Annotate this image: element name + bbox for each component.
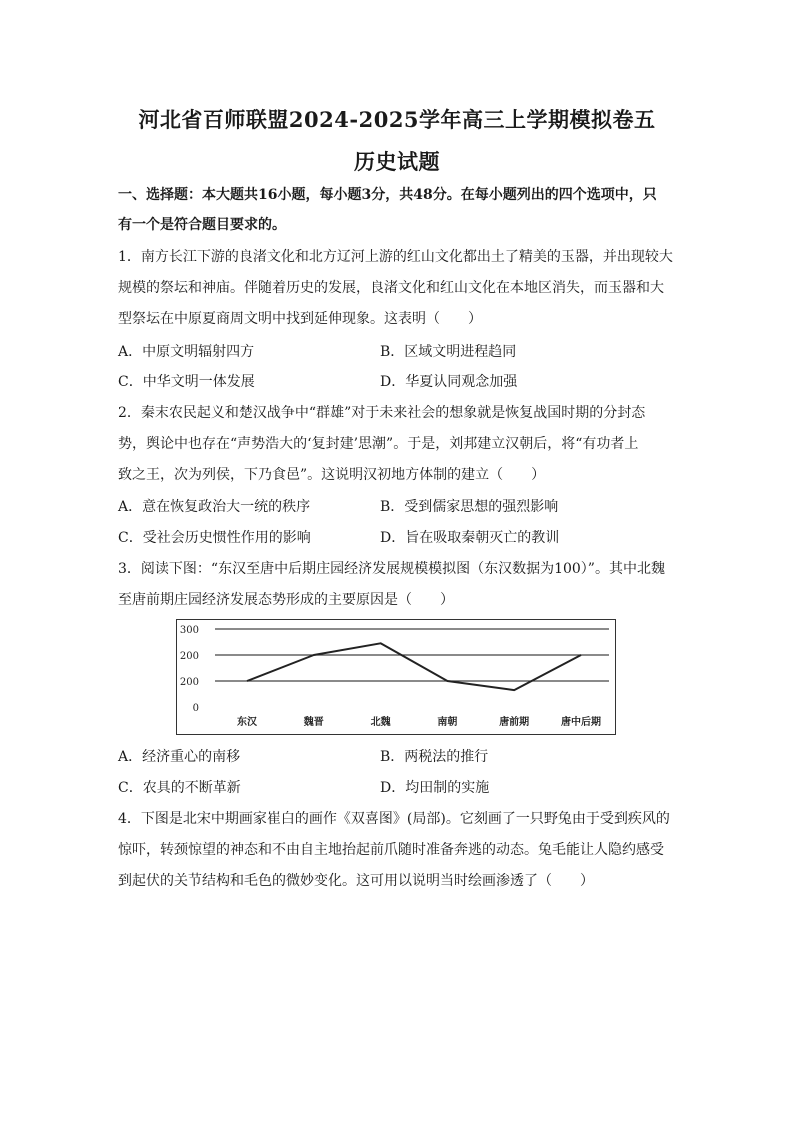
chart-y-tick-label: 200 <box>179 677 199 688</box>
chart-y-ticks <box>180 625 199 714</box>
chart-y-tick-label: 0 <box>192 703 199 714</box>
chart-canvas <box>177 620 614 733</box>
chart-y-tick-label: 200 <box>179 651 199 662</box>
q1-option-d: D．华夏认同观念加强 <box>380 374 518 390</box>
page-subtitle: 历史试题 <box>354 149 440 174</box>
chart-x-tick-label: 南朝 <box>437 717 458 728</box>
q1-line-2: 规模的祭坛和神庙。伴随着历史的发展，良渚文化和红山文化在本地区消失，而玉器和大 <box>118 280 664 296</box>
q2-line-2: 势，舆论中也存在“声势浩大的‘复封建’思潮”。于是，刘邦建立汉朝后，将“有功者上 <box>118 436 639 452</box>
q1-option-c: C．中华文明一体发展 <box>118 374 255 390</box>
chart-x-tick-label: 唐前期 <box>499 717 530 728</box>
q1-option-b: B．区域文明进程趋同 <box>380 344 517 360</box>
section-intro-line-1: 一、选择题：本大题共16小题，每小题3分，共48分。在每小题列出的四个选项中，只 <box>118 187 657 203</box>
chart-x-tick-label: 东汉 <box>237 717 257 728</box>
chart-x-tick-label: 魏晋 <box>303 717 324 728</box>
q2-line-1: 2．秦末农民起义和楚汉战争中“群雄”对于未来社会的想象就是恢复战国时期的分封态 <box>118 405 646 421</box>
q2-option-a: A．意在恢复政治大一统的秩序 <box>118 499 311 515</box>
q2-option-b: B．受到儒家思想的强烈影响 <box>380 499 559 515</box>
q4-line-2: 惊吓，转颈惊望的神态和不由自主地抬起前爪随时准备奔逃的动态。兔毛能让人隐约感受 <box>118 842 664 858</box>
q3-option-d: D．均田制的实施 <box>380 780 490 796</box>
q3-line-2: 至唐前期庄园经济发展态势形成的主要原因是（ ） <box>118 592 454 608</box>
q1-option-a: A．中原文明辐射四方 <box>118 344 255 360</box>
q3-option-b: B．两税法的推行 <box>380 749 489 765</box>
q2-option-d: D．旨在吸取秦朝灭亡的教训 <box>380 530 560 546</box>
section-intro-line-2: 有一个是符合题目要求的。 <box>118 217 286 233</box>
q1-line-1: 1．南方长江下游的良渚文化和北方辽河上游的红山文化都出土了精美的玉器，并出现较大 <box>118 249 673 265</box>
q3-line-1: 3．阅读下图：“东汉至唐中后期庄园经济发展规模模拟图（东汉数据为100）”。其中北魏 <box>118 561 665 577</box>
chart-grid <box>215 629 609 681</box>
q3-option-a: A．经济重心的南移 <box>118 749 241 765</box>
chart-series-line <box>247 643 581 690</box>
q2-option-c: C．受社会历史惯性作用的影响 <box>118 530 311 546</box>
q4-line-1: 4．下图是北宋中期画家崔白的画作《双喜图》(局部)。它刻画了一只野兔由于受到疾风的 <box>118 811 670 827</box>
q2-line-3: 致之王，次为列侯，下乃食邑”。这说明汉初地方体制的建立（ ） <box>118 467 546 483</box>
chart-y-tick-label: 300 <box>179 625 199 636</box>
q1-line-3: 型祭坛在中原夏商周文明中找到延伸现象。这表明（ ） <box>118 311 482 327</box>
q3-option-c: C．农具的不断革新 <box>118 780 241 796</box>
chart-x-tick-label: 北魏 <box>370 717 391 728</box>
q4-line-3: 到起伏的关节结构和毛色的微妙变化。这可用以说明当时绘画渗透了（ ） <box>118 873 594 889</box>
line-chart <box>176 619 616 735</box>
chart-x-tick-label: 唐中后期 <box>561 717 601 728</box>
chart-x-ticks <box>237 715 601 728</box>
page-title: 河北省百师联盟2024-2025学年高三上学期模拟卷五 <box>138 107 656 132</box>
